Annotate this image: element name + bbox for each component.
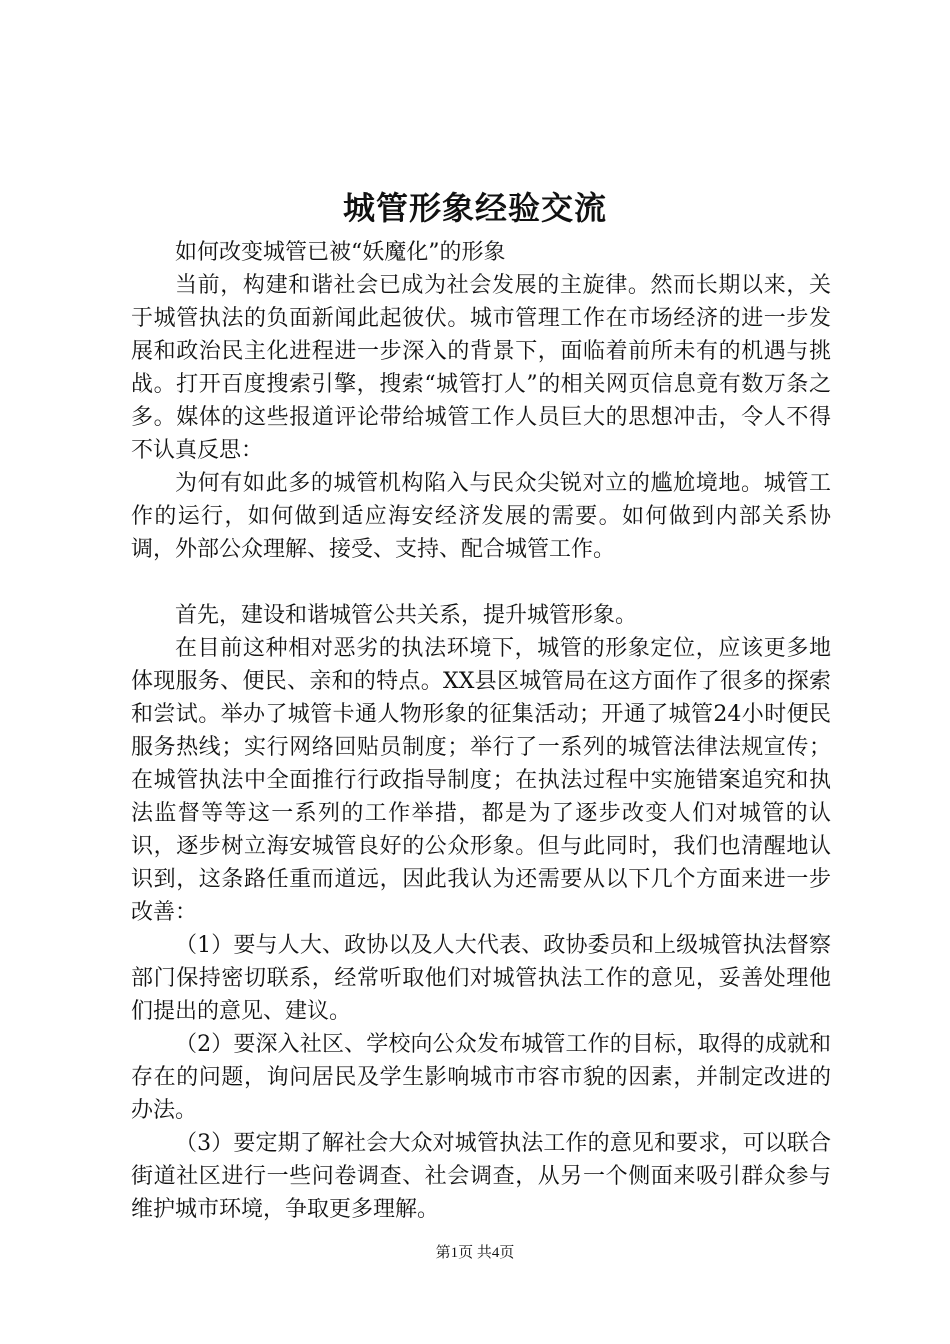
list-item: （3）要定期了解社会大众对城管执法工作的意见和要求，可以联合街道社区进行一些问卷调查、社会调查，从另一个侧面来吸引群众参与维护城市环境，争取更多理解。 [131, 1131, 831, 1222]
paragraph: 为何有如此多的城管机构陷入与民众尖锐对立的尴尬境地。城管工作的运行，如何做到适应海安经济发展的需要。如何做到内部关系协调，外部公众理解、接受、支持、配合城管工作。 [131, 471, 831, 562]
list-item: （1）要与人大、政协以及人大代表、政协委员和上级城管执法督察部门保持密切联系，经常听取他们对城管执法工作的意见，妥善处理他们提出的意见、建议。 [131, 933, 831, 1024]
paragraph-subtitle: 如何改变城管已被“妖魔化”的形象 [175, 240, 506, 265]
paragraph: 当前，构建和谐社会已成为社会发展的主旋律。然而长期以来，关于城管执法的负面新闻此起彼伏。城市管理工作在市场经济的进一步发展和政治民主化进程进一步深入的背景下，面临着前所未有的机遇与挑战。打开百度搜索引擎，搜索“城管打人”的相关网页信息竟有数万条之多。媒体的这些报道评论带给城管工作人员巨大的思想冲击，令人不得不认真反思： [131, 273, 831, 463]
paragraph-section-heading: 首先，建设和谐城管公共关系，提升城管形象。 [175, 603, 638, 628]
paragraph: 在目前这种相对恶劣的执法环境下，城管的形象定位，应该更多地体现服务、便民、亲和的特点。XX县区城管局在这方面作了很多的探索和尝试。举办了城管卡通人物形象的征集活动；开通了城管24小时便民服务热线；实行网络回贴员制度；举行了一系列的城管法律法规宣传；在城管执法中全面推行行政指导制度；在执法过程中实施错案追究和执法监督等等这一系列的工作举措，都是为了逐步改变人们对城管的认识，逐步树立海安城管良好的公众形象。但与此同时，我们也清醒地认识到，这条路任重而道远，因此我认为还需要从以下几个方面来进一步改善： [131, 636, 831, 925]
list-item: （2）要深入社区、学校向公众发布城管工作的目标，取得的成就和存在的问题，询问居民及学生影响城市市容市貌的因素，并制定改进的办法。 [131, 1032, 831, 1123]
document-title: 城管形象经验交流 [342, 189, 607, 227]
page-number-footer: 第1页 共4页 [435, 1245, 515, 1261]
document-body [131, 236, 831, 1226]
paragraph-spacer [131, 566, 831, 599]
